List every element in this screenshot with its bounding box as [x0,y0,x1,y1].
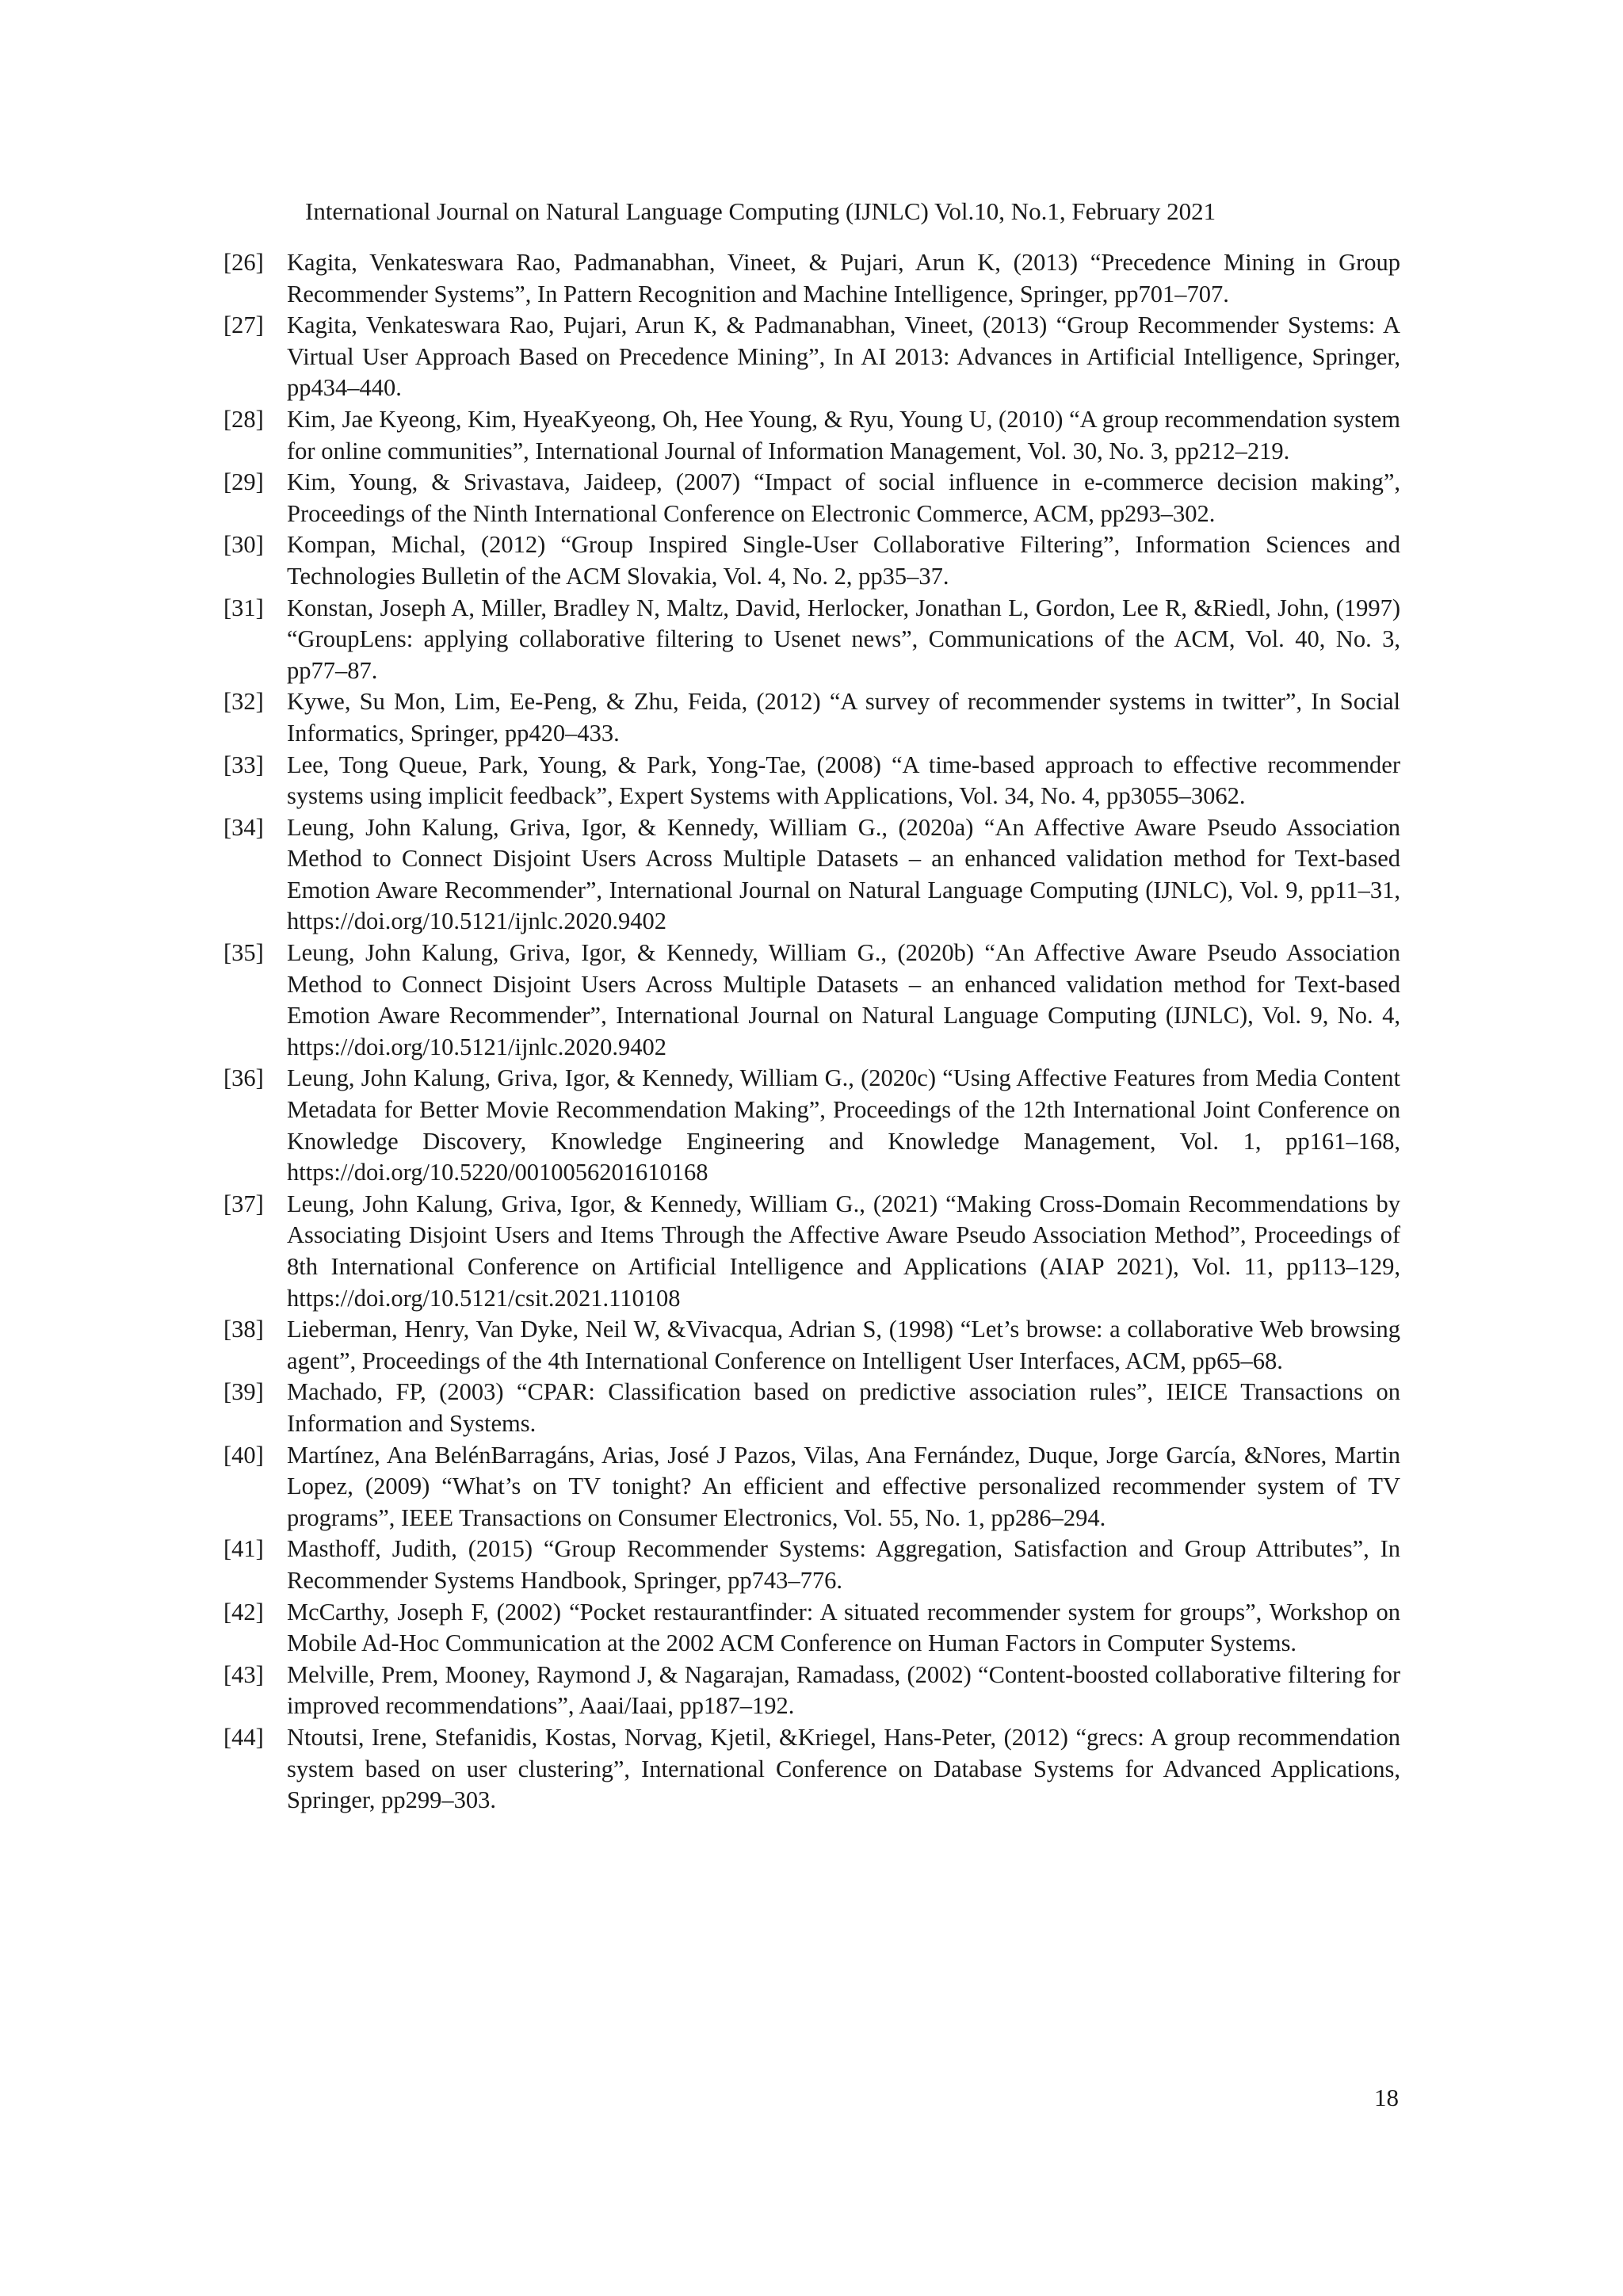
running-header: International Journal on Natural Language Computing (IJNLC) Vol.10, No.1, February 2021 [305,197,1216,225]
reference-text: Kim, Young, & Srivastava, Jaideep, (2007) “Impact of social influence in e-commerce decision making”, Proceedings of the Ninth International Conference on Electronic Commerce, ACM, pp293–302. [287,468,1400,527]
reference-item [223,1660,1400,1722]
reference-text: McCarthy, Joseph F, (2002) “Pocket restaurantfinder: A situated recommender system for groups”, Workshop on Mobile Ad-Hoc Communication at the 2002 ACM Conference on Human Factors in Computer Systems. [287,1598,1400,1657]
reference-number: [26] [223,249,264,276]
reference-text: Kompan, Michal, (2012) “Group Inspired Single-User Collaborative Filtering”, Information Sciences and Technologies Bulletin of the ACM Slovakia, Vol. 4, No. 2, pp35–37. [287,531,1400,590]
reference-item [223,750,1400,812]
reference-text: Ntoutsi, Irene, Stefanidis, Kostas, Norvag, Kjetil, &Kriegel, Hans-Peter, (2012) “grecs: A group recommendation system based on user clustering”, International Conference on Database Systems for Advanced Applications, Springer, pp299–303. [287,1723,1400,1814]
reference-number: [39] [223,1378,264,1406]
reference-item [223,529,1400,592]
reference-item [223,247,1400,310]
reference-number: [29] [223,468,264,496]
reference-item [223,310,1400,404]
reference-text: Kywe, Su Mon, Lim, Ee-Peng, & Zhu, Feida, (2012) “A survey of recommender systems in twitter”, In Social Informatics, Springer, pp420–433. [287,688,1400,747]
reference-item [223,1440,1400,1534]
reference-text: Leung, John Kalung, Griva, Igor, & Kennedy, William G., (2021) “Making Cross-Domain Recommendations by Associating Disjoint Users and Items Through the Affective Aware Pseudo Association Method”, Proceedings of 8th International Conference on Artificial Intelligence and Applications (AIAP 2021), Vol. 11, pp113–129, https://doi.org/10.5121/csit.2021.110108 [287,1190,1400,1312]
reference-item [223,593,1400,687]
reference-number: [34] [223,813,264,841]
reference-number: [36] [223,1064,264,1092]
reference-item [223,1597,1400,1660]
reference-number: [35] [223,939,264,967]
reference-number: [38] [223,1316,264,1343]
reference-number: [33] [223,751,264,778]
reference-item [223,686,1400,749]
reference-text: Leung, John Kalung, Griva, Igor, & Kennedy, William G., (2020c) “Using Affective Features from Media Content Metadata for Better Movie Recommendation Making”, Proceedings of the 12th International Joint Conference on Knowledge Discovery, Knowledge Engineering and Knowledge Management, Vol. 1, pp161–168, https://doi.org/10.5220/0010056201610168 [287,1064,1400,1186]
reference-number: [31] [223,594,264,621]
reference-number: [42] [223,1598,264,1626]
reference-item [223,1722,1400,1817]
reference-item [223,1377,1400,1439]
page-number: 18 [1374,2084,1399,2111]
reference-text: Lee, Tong Queue, Park, Young, & Park, Yong-Tae, (2008) “A time-based approach to effective recommender systems using implicit feedback”, Expert Systems with Applications, Vol. 34, No. 4, pp3055–3062. [287,751,1400,810]
reference-number: [28] [223,405,264,433]
reference-text: Martínez, Ana BelénBarragáns, Arias, José J Pazos, Vilas, Ana Fernández, Duque, Jorge García, &Nores, Martin Lopez, (2009) “What’s on TV tonight? An efficient and effective personalized recommender system of TV programs”, IEEE Transactions on Consumer Electronics, Vol. 55, No. 1, pp286–294. [287,1441,1400,1531]
reference-number: [37] [223,1190,264,1217]
reference-number: [41] [223,1535,264,1563]
reference-number: [40] [223,1441,264,1469]
reference-text: Lieberman, Henry, Van Dyke, Neil W, &Vivacqua, Adrian S, (1998) “Let’s browse: a collaborative Web browsing agent”, Proceedings of the 4th International Conference on Intelligent User Interfaces, ACM, pp65–68. [287,1316,1400,1374]
reference-item [223,1063,1400,1188]
reference-number: [27] [223,311,264,339]
reference-item [223,1314,1400,1377]
reference-text: Kagita, Venkateswara Rao, Pujari, Arun K, & Padmanabhan, Vineet, (2013) “Group Recommender Systems: A Virtual User Approach Based on Precedence Mining”, In AI 2013: Advances in Artificial Intelligence, Springer, pp434–440. [287,311,1400,402]
reference-text: Kim, Jae Kyeong, Kim, HyeaKyeong, Oh, Hee Young, & Ryu, Young U, (2010) “A group recommendation system for online communities”, International Journal of Information Management, Vol. 30, No. 3, pp212–219. [287,405,1400,464]
reference-number: [44] [223,1723,264,1751]
reference-item [223,467,1400,529]
reference-item [223,938,1400,1063]
reference-text: Masthoff, Judith, (2015) “Group Recommender Systems: Aggregation, Satisfaction and Group Attributes”, In Recommender Systems Handbook, Springer, pp743–776. [287,1535,1400,1594]
reference-text: Melville, Prem, Mooney, Raymond J, & Nagarajan, Ramadass, (2002) “Content-boosted collaborative filtering for improved recommendations”, Aaai/Iaai, pp187–192. [287,1660,1400,1720]
reference-number: [30] [223,531,264,559]
reference-list [223,247,1400,1817]
reference-text: Konstan, Joseph A, Miller, Bradley N, Maltz, David, Herlocker, Jonathan L, Gordon, Lee R, &Riedl, John, (1997) “GroupLens: applying collaborative filtering to Usenet news”, Communications of the ACM, Vol. 40, No. 3, pp77–87. [287,594,1400,684]
reference-text: Leung, John Kalung, Griva, Igor, & Kennedy, William G., (2020a) “An Affective Aware Pseudo Association Method to Connect Disjoint Users Across Multiple Datasets – an enhanced validation method for Text-based Emotion Aware Recommender”, International Journal on Natural Language Computing (IJNLC), Vol. 9, pp11–31, https://doi.org/10.5121/ijnlc.2020.9402 [287,813,1400,935]
reference-item [223,404,1400,467]
reference-item [223,1534,1400,1596]
reference-item [223,812,1400,938]
reference-item [223,1189,1400,1314]
reference-text: Leung, John Kalung, Griva, Igor, & Kennedy, William G., (2020b) “An Affective Aware Pseudo Association Method to Connect Disjoint Users Across Multiple Datasets – an enhanced validation method for Text-based Emotion Aware Recommender”, International Journal on Natural Language Computing (IJNLC), Vol. 9, No. 4, https://doi.org/10.5121/ijnlc.2020.9402 [287,939,1400,1060]
reference-text: Kagita, Venkateswara Rao, Padmanabhan, Vineet, & Pujari, Arun K, (2013) “Precedence Mining in Group Recommender Systems”, In Pattern Recognition and Machine Intelligence, Springer, pp701–707. [287,249,1400,308]
reference-text: Machado, FP, (2003) “CPAR: Classification based on predictive association rules”, IEICE Transactions on Information and Systems. [287,1378,1400,1437]
reference-number: [43] [223,1660,264,1688]
reference-number: [32] [223,688,264,716]
